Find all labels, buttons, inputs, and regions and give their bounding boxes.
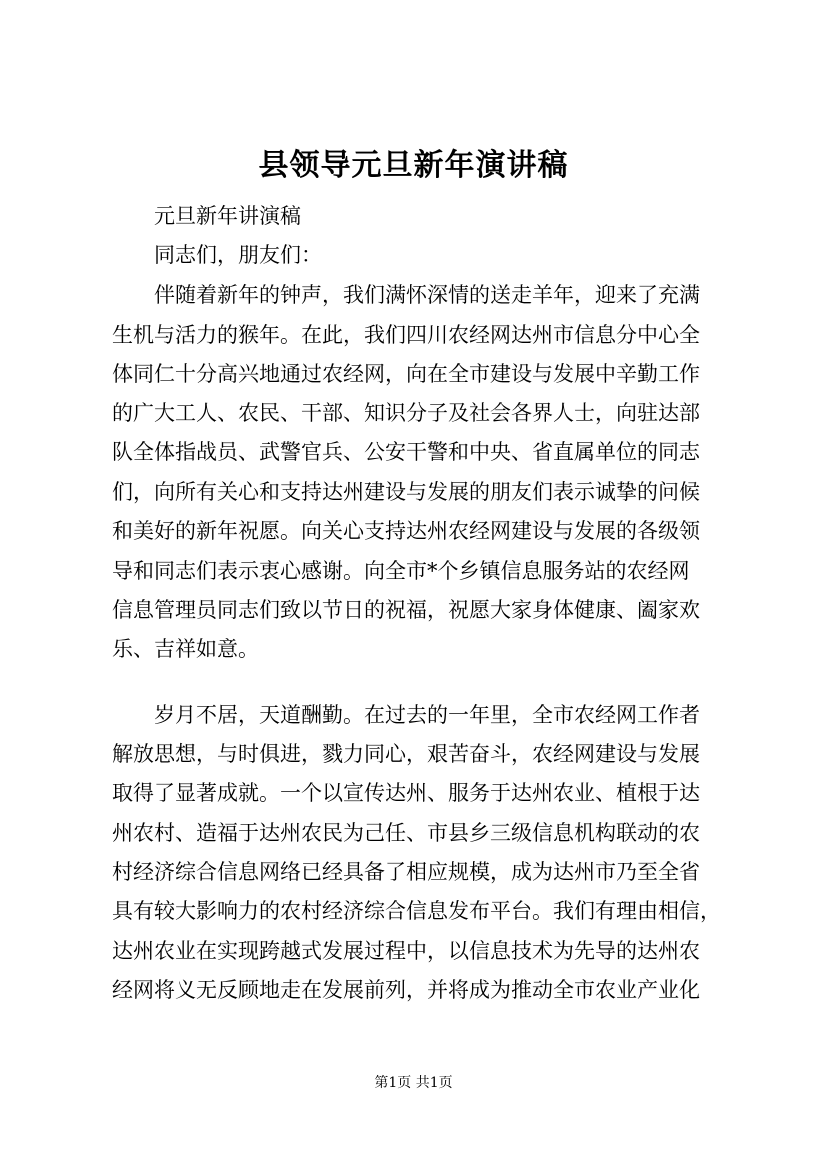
paragraph-line: 具有较大影响力的农村经济综合信息发布平台。我们有理由相信，: [112, 899, 721, 923]
paragraph-line: 经网将义无反顾地走在发展前列，并将成为推动全市农业产业化: [112, 978, 700, 1002]
paragraph-line: 体同仁十分高兴地通过农经网，向在全市建设与发展中辛勤工作: [112, 362, 700, 386]
paragraph-line: 乐、吉祥如意。: [112, 637, 259, 661]
paragraph-line: 州农村、造福于达州农民为己任、市县乡三级信息机构联动的农: [112, 821, 700, 845]
paragraph-line: 导和同志们表示衷心感谢。向全市*个乡镇信息服务站的农经网: [112, 559, 690, 583]
paragraph-line: 们，向所有关心和支持达州建设与发展的朋友们表示诚挚的问候: [112, 480, 700, 504]
paragraph-line: 和美好的新年祝愿。向关心支持达州农经网建设与发展的各级领: [112, 519, 700, 543]
paragraph-line: 解放思想，与时俱进，戮力同心，艰苦奋斗，农经网建设与发展: [112, 742, 700, 766]
paragraph-line: 的广大工人、农民、干部、知识分子及社会各界人士，向驻达部: [112, 401, 700, 425]
paragraph-line: 信息管理员同志们致以节日的祝福，祝愿大家身体健康、阖家欢: [112, 598, 700, 622]
document-title: 县领导元旦新年演讲稿: [258, 148, 569, 183]
paragraph-line: 达州农业在实现跨越式发展过程中，以信息技术为先导的达州农: [112, 939, 700, 963]
page-footer: 第1页 共1页: [374, 1075, 453, 1091]
paragraph-line: 生机与活力的猴年。在此，我们四川农经网达州市信息分中心全: [112, 323, 700, 347]
paragraph-line: 队全体指战员、武警官兵、公安干警和中央、省直属单位的同志: [112, 440, 700, 464]
paragraph-line: 岁月不居，天道酬勤。在过去的一年里，全市农经网工作者: [154, 703, 700, 727]
paragraph-line: 取得了显著成就。一个以宣传达州、服务于达州农业、植根于达: [112, 781, 700, 805]
paragraph-line: 伴随着新年的钟声，我们满怀深情的送走羊年，迎来了充满: [154, 283, 700, 307]
paragraph-line: 村经济综合信息网络已经具备了相应规模，成为达州市乃至全省: [112, 860, 700, 884]
salutation: 同志们，朋友们：: [154, 243, 322, 267]
document-subtitle: 元旦新年讲演稿: [154, 204, 301, 228]
